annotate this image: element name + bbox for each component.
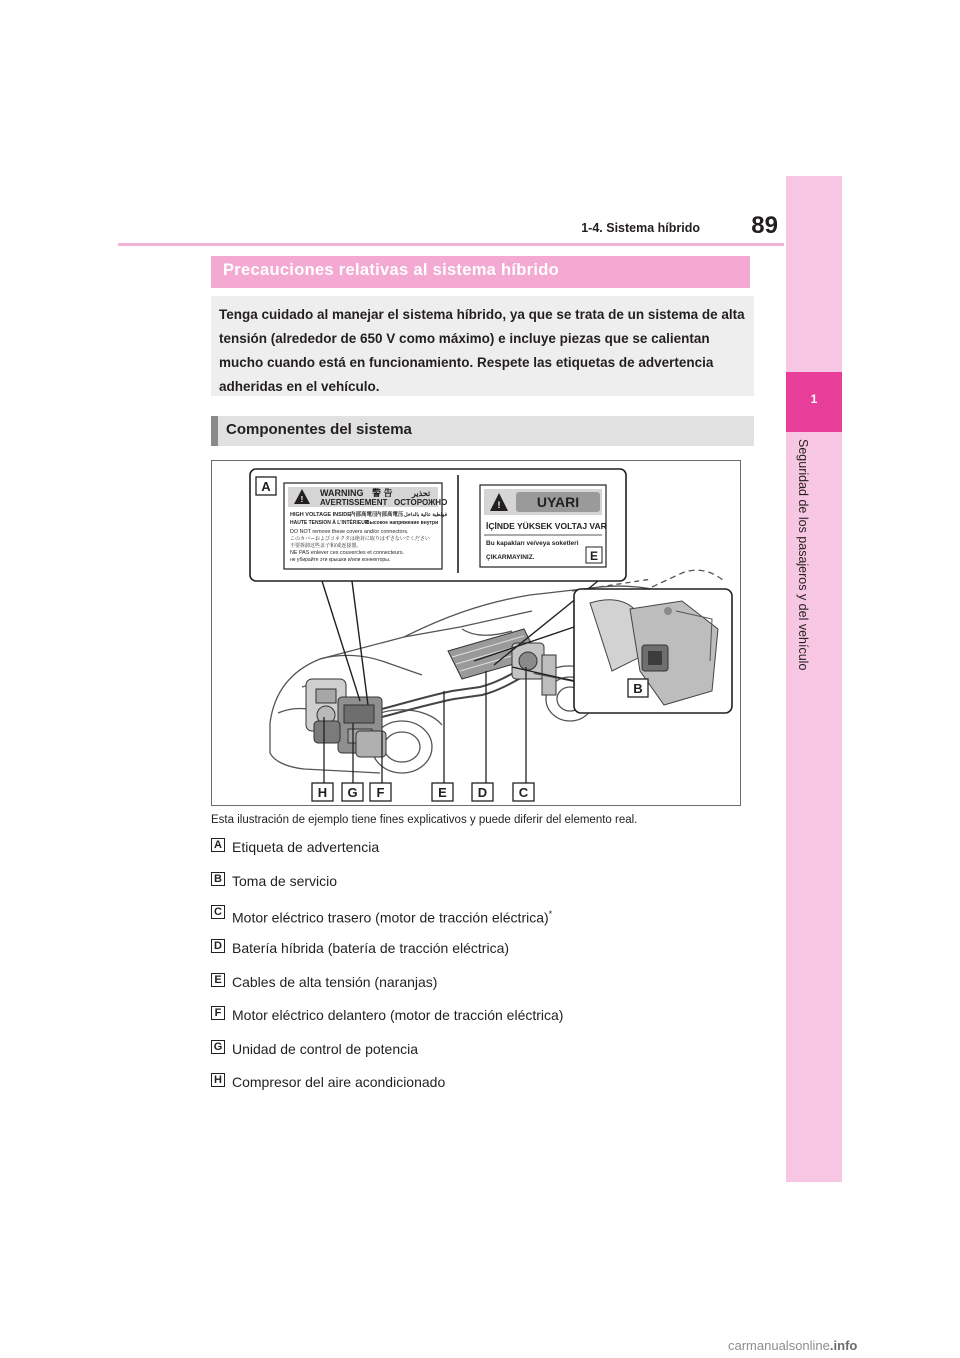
tr-label-title: UYARI [536, 494, 580, 510]
warning-label-hv-fr: HAUTE TENSION À L'INTÉRIEUR [290, 520, 369, 526]
callout-e: E [438, 785, 447, 800]
footnote-marker: * [548, 909, 553, 919]
legend-text: Cables de alta tensión (naranjas) [232, 974, 438, 990]
warning-label-hv-ru: Высокое напряжение внутри [366, 520, 439, 526]
warning-label-title-fr: AVERTISSEMENT [320, 498, 388, 507]
figure-label-a: A [261, 479, 271, 494]
warning-label-line2: このカバーおよびコネクタは絶対に取りはずさないでください [290, 536, 430, 542]
figure-label-b: B [633, 681, 643, 696]
section-heading [211, 256, 750, 288]
legend-text: Compresor del aire acondicionado [232, 1074, 446, 1090]
side-chapter-tab [786, 176, 842, 1182]
watermark-part1: carmanualsonline [728, 1338, 830, 1353]
header-rule [118, 243, 784, 246]
front-components-drawing [306, 679, 386, 757]
legend-text: Etiqueta de advertencia [232, 839, 380, 855]
callout-d: D [477, 785, 488, 800]
warning-label-title-jp: 警 告 [372, 488, 393, 498]
warning-label-title-en: WARNING [320, 488, 364, 498]
legend-letter: A [211, 838, 225, 852]
side-chapter-marker [786, 372, 842, 432]
warning-label-title-ru: ОСТОРОЖНО [394, 498, 448, 507]
warning-label-line3: 不要拆卸这些盖子和/或连接器。 [290, 543, 362, 549]
callout-letters [312, 783, 534, 801]
warning-label-line5: не убирайте эти крышки и/или коннекторы. [290, 557, 391, 563]
callout-c: C [518, 785, 529, 800]
section-heading-text: Precauciones relativas al sistema híbrido [223, 261, 560, 279]
watermark-part2: .info [829, 1338, 858, 1353]
intro-box [211, 296, 754, 396]
legend-text: Motor eléctrico delantero (motor de tracción eléctrica) [232, 1007, 564, 1023]
legend-letter: F [211, 1006, 225, 1020]
legend-letter: D [211, 939, 225, 953]
figure-caption: Esta ilustración de ejemplo tiene fines explicativos y puede diferir del elemento real. [211, 814, 638, 826]
callout-g: G [347, 785, 358, 800]
svg-text:!: ! [300, 495, 304, 504]
tr-label-line1: İÇİNDE YÜKSEK VOLTAJ VAR [486, 521, 607, 531]
legend-text-with-note [232, 905, 552, 927]
legend-letter: G [211, 1040, 225, 1054]
warning-label-hv-jp2: 内部高電压 [376, 512, 404, 518]
callout-f: F [376, 785, 385, 800]
legend-letter: E [211, 973, 225, 987]
warning-label-multilingual [284, 483, 448, 569]
callout-h: H [317, 785, 328, 800]
legend-letter: B [211, 872, 225, 886]
legend-text: Unidad de control de potencia [232, 1041, 419, 1057]
tr-label-line3: ÇIKARMAYINIZ. [486, 554, 535, 561]
page-number: 89 [751, 212, 778, 239]
warning-label-hv-jp1: 内部高電圧 [350, 512, 378, 518]
legend-letter: C [211, 905, 225, 919]
label-leader-lines [322, 581, 598, 705]
watermark[interactable] [728, 1338, 857, 1353]
intro-text: Tenga cuidado al manejar el sistema híbrido, ya que se trata de un sistema de alta tensión (alrededor de 650 V como máximo) e incluye piezas que se calientan mucho cuando está en funcionamiento. Respete las etiquetas de advertencia adheridas en el vehículo. [219, 307, 745, 394]
legend-text: Batería híbrida (batería de tracción eléctrica) [232, 940, 510, 956]
legend-letter: H [211, 1073, 225, 1087]
legend-text: Toma de servicio [232, 873, 338, 889]
figure-label-e-inset: E [589, 549, 599, 563]
svg-text:!: ! [497, 500, 501, 510]
subheading-text: Componentes del sistema [226, 421, 412, 438]
subheading [211, 416, 754, 446]
warning-label-hv-en: HIGH VOLTAGE INSIDE [290, 512, 351, 518]
chapter-number: 1 [810, 392, 818, 406]
warning-label-title-ar: تحذير [412, 489, 431, 498]
components-figure [211, 460, 741, 806]
warning-label-line4: NE PAS enlever ces couvercles et connecteurs. [290, 550, 405, 556]
warning-label-line1: DO NOT remove these covers and/or connectors. [290, 529, 409, 535]
vehicle-illustration [212, 461, 741, 806]
tr-label-line2: Bu kapakları ve/veya soketleri [486, 540, 579, 547]
running-header: 1-4. Sistema híbrido [581, 221, 700, 235]
warning-label-hv-ar: فولطية عالية بالداخل [404, 512, 448, 518]
chapter-title: Seguridad de los pasajeros y del vehículo [796, 439, 810, 671]
legend-text: Motor eléctrico trasero (motor de tracción eléctrica) [232, 909, 549, 926]
